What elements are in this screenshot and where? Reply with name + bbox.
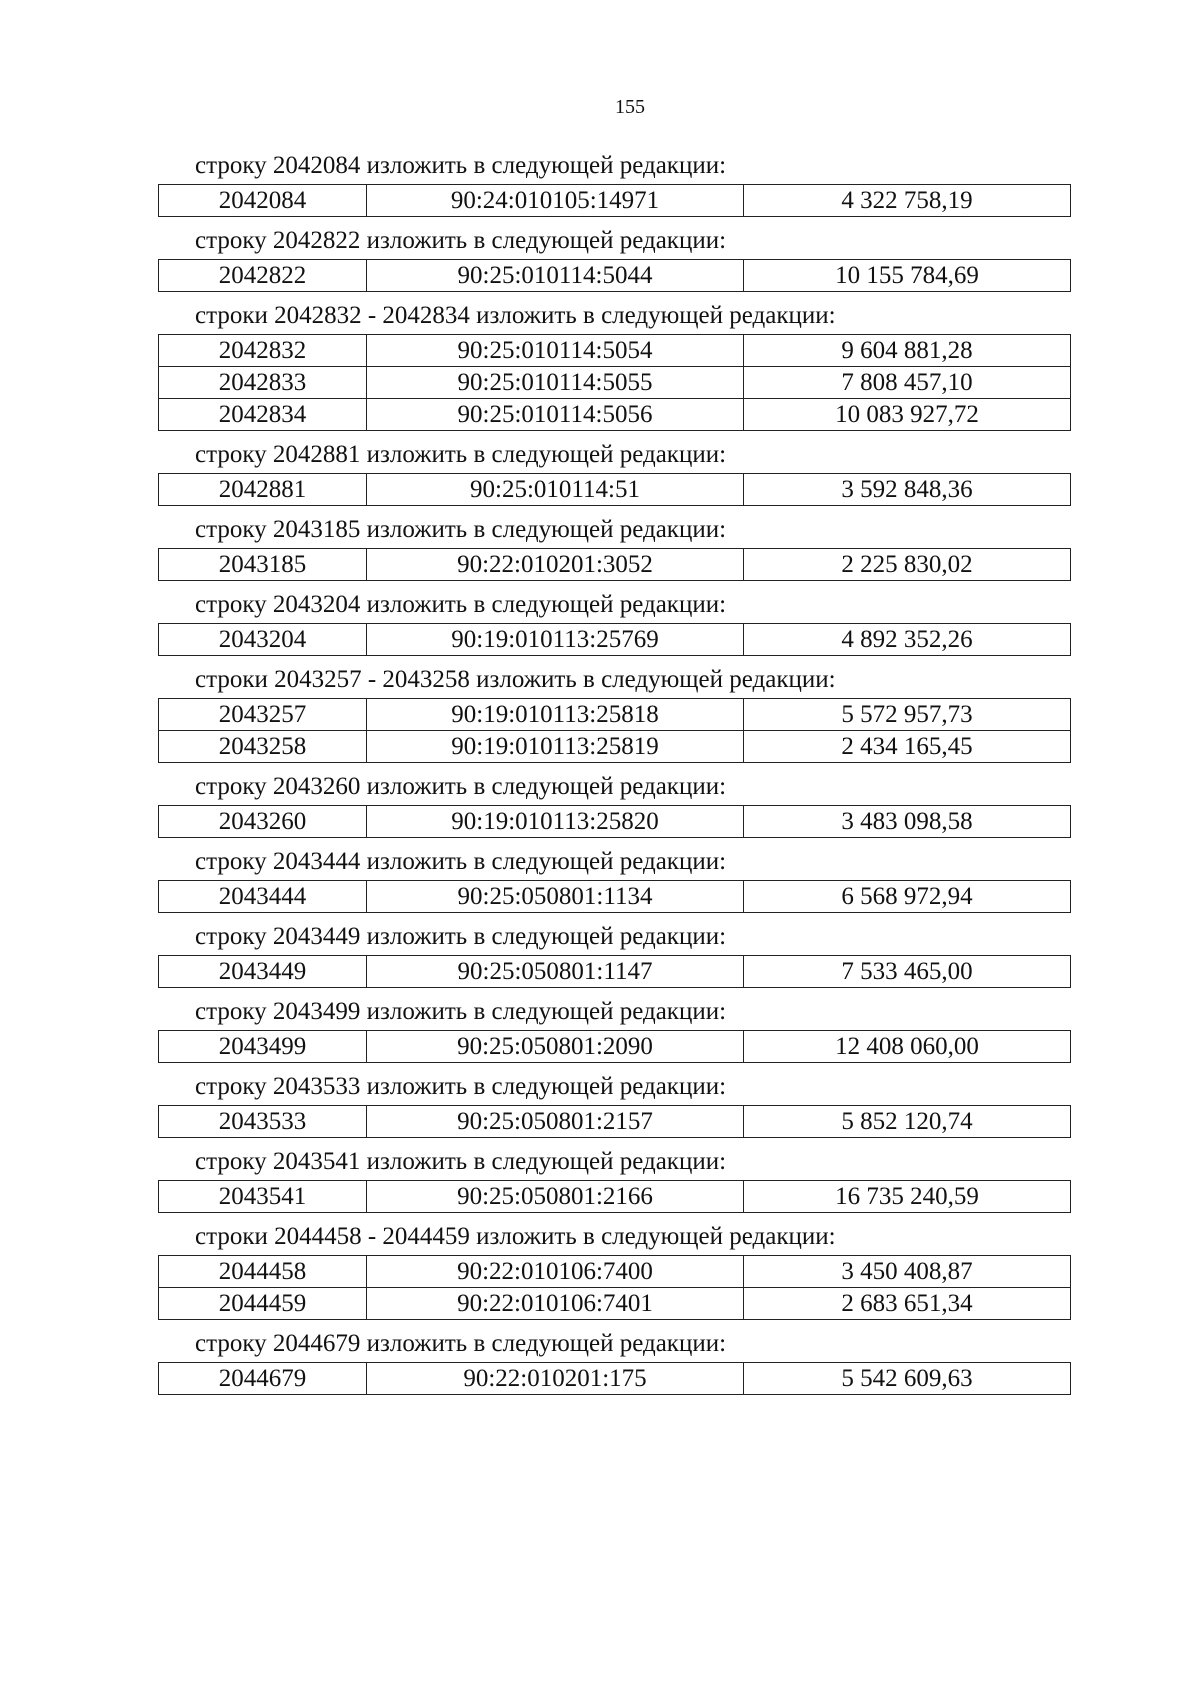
table-row	[159, 1106, 1071, 1138]
amendment-section	[0, 298, 1200, 431]
amendment-instruction: строку 2043444 изложить в следующей редакции:	[195, 848, 727, 875]
amendment-table	[158, 955, 1071, 988]
amendment-table	[158, 623, 1071, 656]
row-id-cell: 2043444	[159, 881, 367, 913]
cadastral-value-cell: 2 225 830,02	[744, 549, 1071, 581]
amendment-table	[158, 1105, 1071, 1138]
amendment-section	[0, 919, 1200, 988]
table-row	[159, 624, 1071, 656]
row-id-cell: 2043449	[159, 956, 367, 988]
row-id-cell: 2043185	[159, 549, 367, 581]
amendment-table	[158, 880, 1071, 913]
cadastral-number-cell: 90:25:050801:1134	[367, 881, 744, 913]
cadastral-value-cell: 7 808 457,10	[744, 367, 1071, 399]
amendment-instruction: строку 2042881 изложить в следующей редакции:	[195, 441, 727, 468]
table-row	[159, 1256, 1071, 1288]
cadastral-number-cell: 90:19:010113:25818	[367, 699, 744, 731]
amendment-instruction: строку 2043533 изложить в следующей редакции:	[195, 1073, 727, 1100]
amendment-instruction: строку 2043185 изложить в следующей редакции:	[195, 516, 727, 543]
table-row	[159, 956, 1071, 988]
cadastral-value-cell: 9 604 881,28	[744, 335, 1071, 367]
cadastral-number-cell: 90:25:010114:5055	[367, 367, 744, 399]
amendment-table	[158, 184, 1071, 217]
amendment-section	[0, 1144, 1200, 1213]
amendment-section	[0, 512, 1200, 581]
amendment-instruction: строку 2042822 изложить в следующей редакции:	[195, 227, 727, 254]
amendment-section	[0, 662, 1200, 763]
amendment-instruction: строку 2044679 изложить в следующей редакции:	[195, 1330, 727, 1357]
amendment-instruction: строку 2043541 изложить в следующей редакции:	[195, 1148, 727, 1175]
cadastral-number-cell: 90:22:010201:3052	[367, 549, 744, 581]
page-number: 155	[615, 96, 645, 118]
cadastral-value-cell: 10 155 784,69	[744, 260, 1071, 292]
cadastral-value-cell: 16 735 240,59	[744, 1181, 1071, 1213]
cadastral-value-cell: 3 450 408,87	[744, 1256, 1071, 1288]
amendment-table	[158, 548, 1071, 581]
amendment-section	[0, 844, 1200, 913]
table-row	[159, 1363, 1071, 1395]
cadastral-number-cell: 90:25:050801:2157	[367, 1106, 744, 1138]
amendment-instruction: строку 2043449 изложить в следующей редакции:	[195, 923, 727, 950]
amendment-instruction: строку 2043260 изложить в следующей редакции:	[195, 773, 727, 800]
cadastral-value-cell: 10 083 927,72	[744, 399, 1071, 431]
amendment-table	[158, 334, 1071, 431]
table-row	[159, 1181, 1071, 1213]
row-id-cell: 2043541	[159, 1181, 367, 1213]
amendment-list	[0, 148, 1200, 1401]
table-row	[159, 367, 1071, 399]
amendment-table	[158, 1362, 1071, 1395]
table-row	[159, 1031, 1071, 1063]
cadastral-number-cell: 90:19:010113:25769	[367, 624, 744, 656]
row-id-cell: 2042881	[159, 474, 367, 506]
amendment-instruction: строку 2043499 изложить в следующей редакции:	[195, 998, 727, 1025]
cadastral-value-cell: 5 572 957,73	[744, 699, 1071, 731]
row-id-cell: 2043258	[159, 731, 367, 763]
cadastral-value-cell: 5 542 609,63	[744, 1363, 1071, 1395]
row-id-cell: 2042822	[159, 260, 367, 292]
row-id-cell: 2043257	[159, 699, 367, 731]
table-row	[159, 549, 1071, 581]
cadastral-value-cell: 3 592 848,36	[744, 474, 1071, 506]
table-row	[159, 1288, 1071, 1320]
cadastral-number-cell: 90:25:010114:5056	[367, 399, 744, 431]
amendment-table	[158, 1180, 1071, 1213]
amendment-table	[158, 1255, 1071, 1320]
cadastral-number-cell: 90:22:010106:7401	[367, 1288, 744, 1320]
amendment-section	[0, 994, 1200, 1063]
cadastral-number-cell: 90:22:010106:7400	[367, 1256, 744, 1288]
table-row	[159, 185, 1071, 217]
row-id-cell: 2043533	[159, 1106, 367, 1138]
amendment-instruction: строки 2044458 - 2044459 изложить в следующей редакции:	[195, 1223, 836, 1250]
table-row	[159, 335, 1071, 367]
cadastral-value-cell: 2 434 165,45	[744, 731, 1071, 763]
row-id-cell: 2043499	[159, 1031, 367, 1063]
amendment-section	[0, 1326, 1200, 1395]
cadastral-number-cell: 90:25:050801:2166	[367, 1181, 744, 1213]
amendment-table	[158, 259, 1071, 292]
cadastral-number-cell: 90:25:050801:1147	[367, 956, 744, 988]
amendment-section	[0, 587, 1200, 656]
row-id-cell: 2044459	[159, 1288, 367, 1320]
amendment-section	[0, 223, 1200, 292]
cadastral-number-cell: 90:25:010114:5054	[367, 335, 744, 367]
amendment-table	[158, 473, 1071, 506]
table-row	[159, 806, 1071, 838]
amendment-instruction: строку 2042084 изложить в следующей редакции:	[195, 152, 727, 179]
cadastral-value-cell: 6 568 972,94	[744, 881, 1071, 913]
cadastral-value-cell: 7 533 465,00	[744, 956, 1071, 988]
amendment-section	[0, 1219, 1200, 1320]
amendment-instruction: строки 2042832 - 2042834 изложить в следующей редакции:	[195, 302, 836, 329]
cadastral-number-cell: 90:22:010201:175	[367, 1363, 744, 1395]
amendment-section	[0, 769, 1200, 838]
amendment-table	[158, 805, 1071, 838]
cadastral-value-cell: 5 852 120,74	[744, 1106, 1071, 1138]
cadastral-value-cell: 4 322 758,19	[744, 185, 1071, 217]
cadastral-value-cell: 4 892 352,26	[744, 624, 1071, 656]
table-row	[159, 881, 1071, 913]
amendment-instruction: строки 2043257 - 2043258 изложить в следующей редакции:	[195, 666, 836, 693]
table-row	[159, 260, 1071, 292]
cadastral-number-cell: 90:19:010113:25819	[367, 731, 744, 763]
cadastral-value-cell: 2 683 651,34	[744, 1288, 1071, 1320]
table-row	[159, 731, 1071, 763]
amendment-table	[158, 1030, 1071, 1063]
cadastral-value-cell: 3 483 098,58	[744, 806, 1071, 838]
cadastral-value-cell: 12 408 060,00	[744, 1031, 1071, 1063]
amendment-table	[158, 698, 1071, 763]
cadastral-number-cell: 90:25:010114:5044	[367, 260, 744, 292]
amendment-section	[0, 148, 1200, 217]
cadastral-number-cell: 90:19:010113:25820	[367, 806, 744, 838]
row-id-cell: 2044458	[159, 1256, 367, 1288]
row-id-cell: 2042832	[159, 335, 367, 367]
table-row	[159, 399, 1071, 431]
row-id-cell: 2042084	[159, 185, 367, 217]
table-row	[159, 474, 1071, 506]
amendment-section	[0, 1069, 1200, 1138]
row-id-cell: 2044679	[159, 1363, 367, 1395]
row-id-cell: 2043260	[159, 806, 367, 838]
table-row	[159, 699, 1071, 731]
row-id-cell: 2042833	[159, 367, 367, 399]
row-id-cell: 2042834	[159, 399, 367, 431]
amendment-instruction: строку 2043204 изложить в следующей редакции:	[195, 591, 727, 618]
cadastral-number-cell: 90:25:050801:2090	[367, 1031, 744, 1063]
amendment-section	[0, 437, 1200, 506]
row-id-cell: 2043204	[159, 624, 367, 656]
cadastral-number-cell: 90:25:010114:51	[367, 474, 744, 506]
cadastral-number-cell: 90:24:010105:14971	[367, 185, 744, 217]
